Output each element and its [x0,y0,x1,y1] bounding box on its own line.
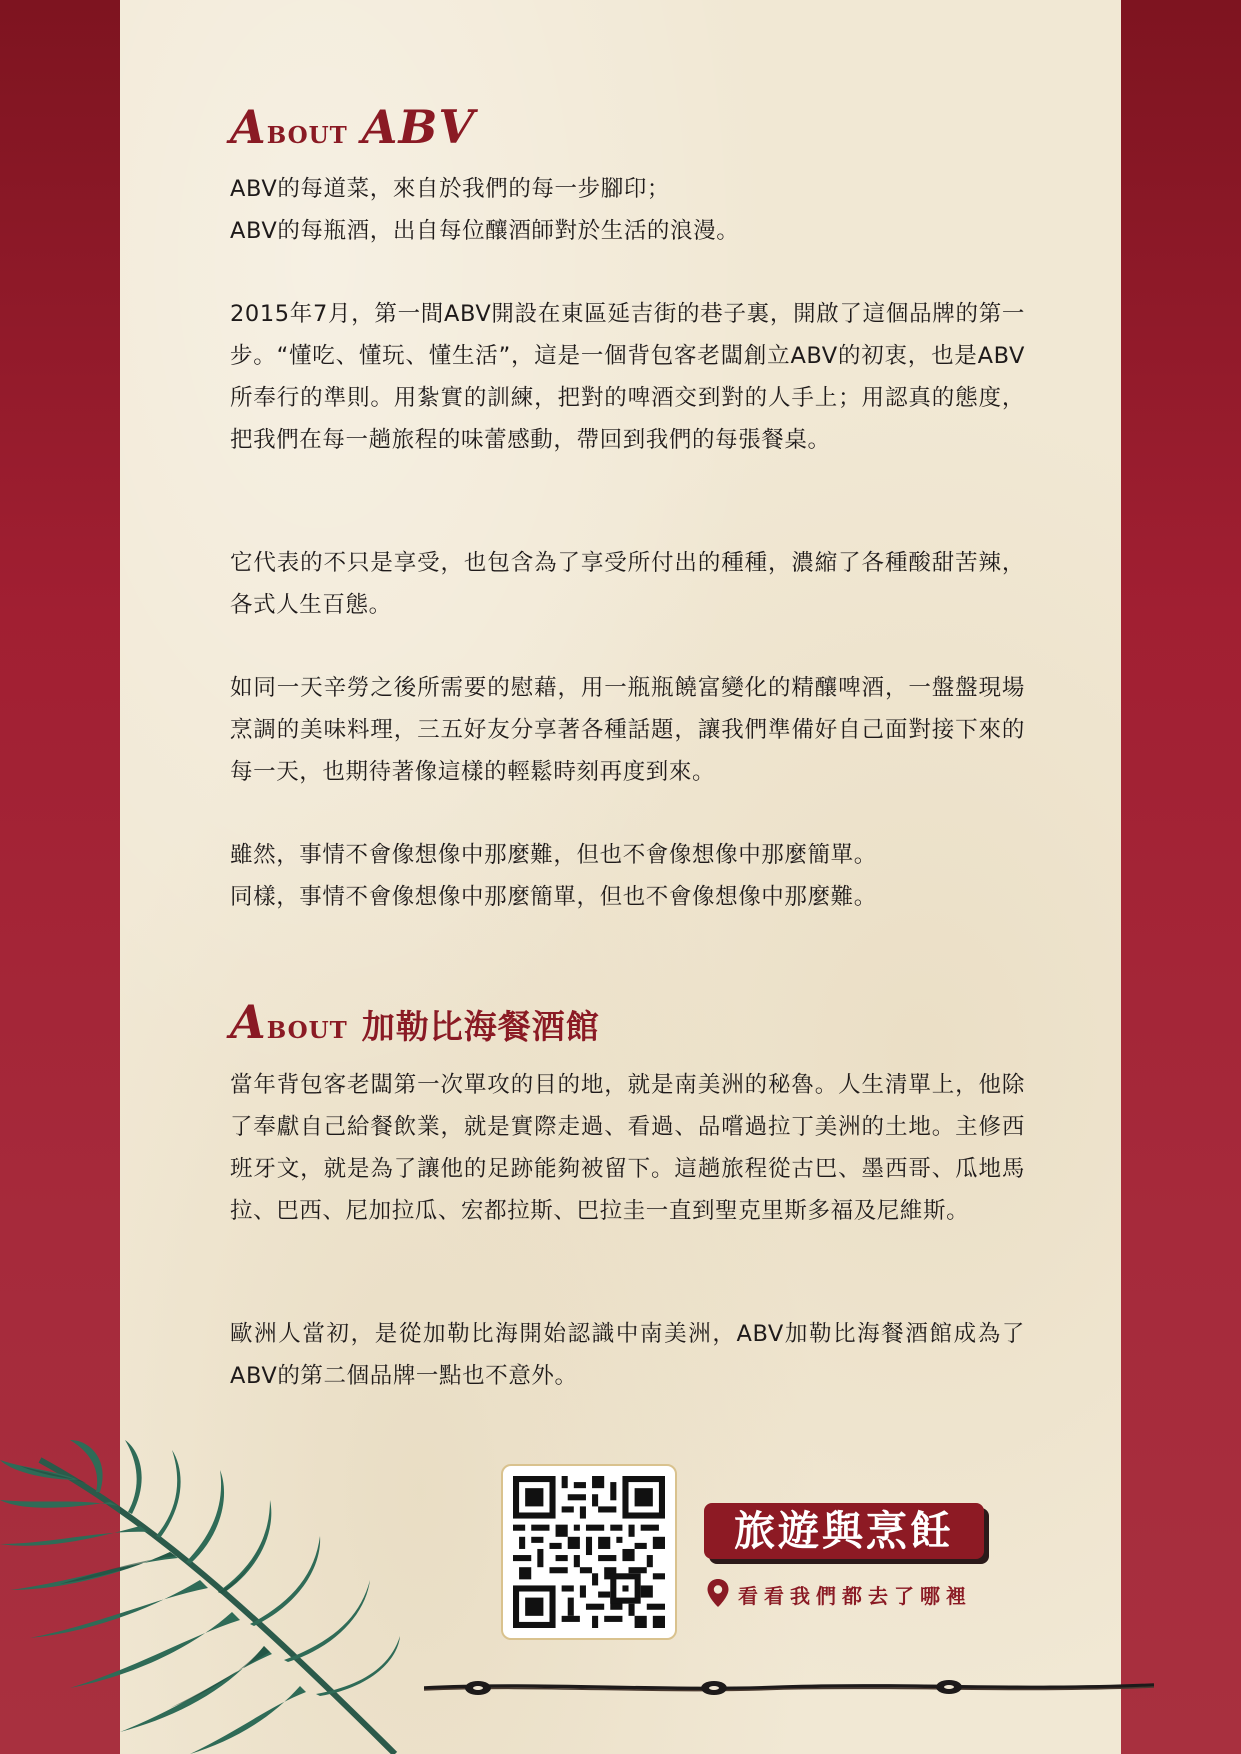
palm-leaf-decoration [0,1440,400,1754]
caribbean-journey-paragraph: 當年背包客老闆第一次單攻的目的地，就是南美洲的秘魯。人生清單上，他除了奉獻自己給餐飲業，就是實際走過、看過、品嚐過拉丁美洲的土地。主修西班牙文，就是為了讓他的足跡能夠被留下。這趟旅程從古巴、墨西哥、瓜地馬拉、巴西、尼加拉瓜、宏都拉斯、巴拉圭一直到聖克里斯多福及尼維斯。 [230,1072,1025,1224]
rope-divider [424,1668,1154,1708]
travel-cooking-badge[interactable]: 旅遊與烹飪 [704,1503,984,1559]
abv-philosophy-paragraph: 雖然，事情不會像想像中那麼難，但也不會像想像中那麼簡單。 同樣，事情不會像想像中那麼簡單，但也不會像想像中那麼難。 [230,842,877,910]
abv-history-paragraph: 2015年7月，第一間ABV開設在東區延吉街的巷子裏，開啟了這個品牌的第一步。“懂吃、懂玩、懂生活”，這是一個背包客老闆創立ABV的初衷，也是ABV所奉行的準則。用紮實的訓練，把對的啤酒交到對的人手上；用認真的態度，把我們在每一趟旅程的味蕾感動，帶回到我們的每張餐桌。 [230,301,1025,453]
caribbean-brand-paragraph: 歐洲人當初，是從加勒比海開始認識中南美洲，ABV加勒比海餐酒館成為了ABV的第二個品牌一點也不意外。 [230,1321,1025,1389]
heading-about-abv: About ABV [230,100,476,154]
heading-about-caribbean: About 加勒比海餐酒館 [230,995,600,1049]
abv-comfort-paragraph: 如同一天辛勞之後所需要的慰藉，用一瓶瓶饒富變化的精釀啤酒，一盤盤現場烹調的美味料理，三五好友分享著各種話題，讓我們準備好自己面對接下來的每一天，也期待著像這樣的輕鬆時刻再度到來。 [230,675,1025,785]
map-pin-icon [706,1578,730,1608]
where-we-went-link[interactable]: 看看我們都去了哪裡 [738,1584,972,1608]
abv-intro-paragraph: ABV的每道菜，來自於我們的每一步腳印； ABV的每瓶酒，出自每位釀酒師對於生活的浪漫。 [230,176,740,244]
abv-meaning-paragraph: 它代表的不只是享受，也包含為了享受所付出的種種，濃縮了各種酸甜苦辣，各式人生百態。 [230,550,1025,618]
qr-code[interactable] [501,1464,677,1640]
qr-code-icon [513,1476,665,1628]
